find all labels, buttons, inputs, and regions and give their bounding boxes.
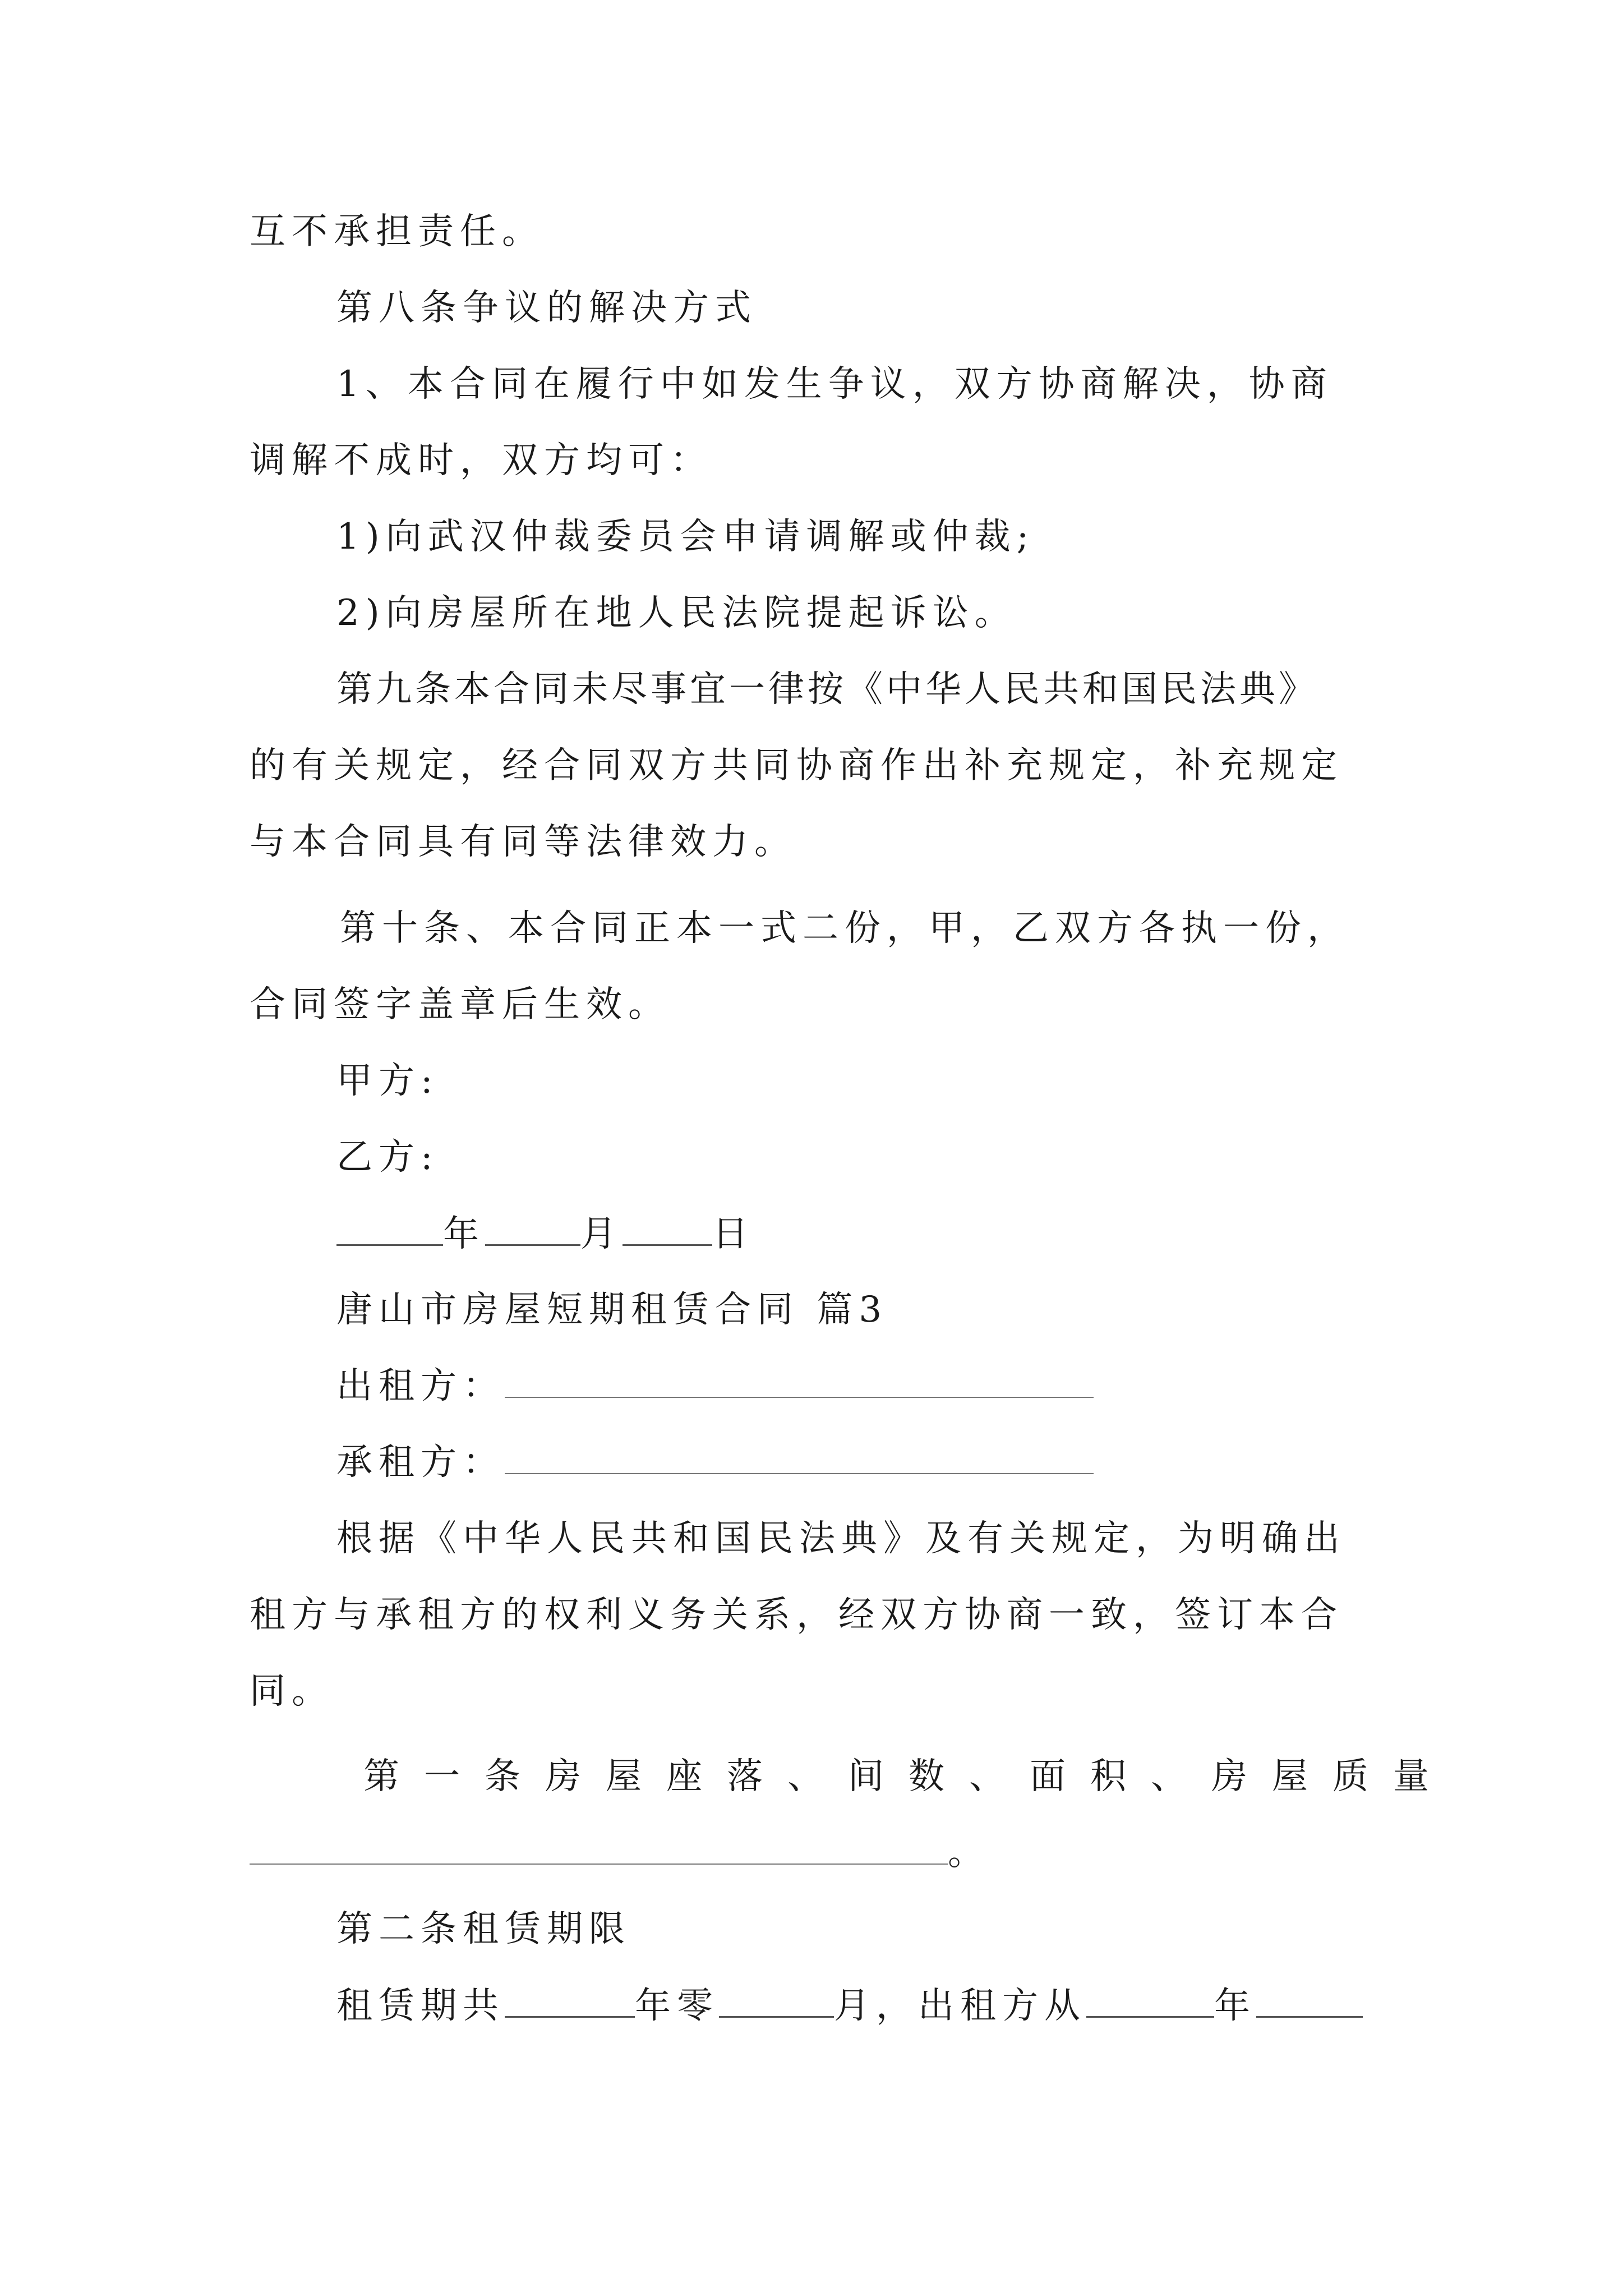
text-line: 2)向房屋所在地人民法院提起诉讼。 — [336, 592, 1017, 634]
lessee-field: 承租方： — [336, 1437, 1094, 1488]
text-line: 租方与承租方的权利义务关系，经双方协商一致，签订本合 — [250, 1594, 1343, 1636]
lessee-blank — [505, 1437, 1094, 1474]
lease-months-blank — [719, 1980, 834, 2018]
party-b-signature: 乙方: — [336, 1137, 439, 1178]
lease-term-line: 租赁期共 年零 月，出租方从 年 — [336, 1980, 1363, 2031]
text-line: 合同签字盖章后生效。 — [250, 984, 670, 1025]
party-a-signature: 甲方: — [336, 1060, 439, 1102]
text-line: 1)向武汉仲裁委员会申请调解或仲裁; — [336, 516, 1035, 558]
article-2-title: 第二条租赁期限 — [336, 1908, 631, 1950]
date-line: 年 月 日 — [336, 1208, 754, 1259]
article-10: 第十条、本合同正本一式二份，甲，乙双方各执一份， — [340, 908, 1349, 949]
text-line: 与本合同具有同等法律效力。 — [250, 821, 796, 863]
lessor-field: 出租方： — [336, 1361, 1094, 1411]
article-9: 第九条本合同未尽事宜一律按《中华人民共和国民法典》 — [336, 669, 1318, 710]
start-month-blank — [1256, 1980, 1363, 2018]
text-line: 1、本合同在履行中如发生争议，双方协商解决，协商 — [336, 364, 1333, 405]
text-line: 同。 — [250, 1671, 334, 1712]
article-8-title: 第八条争议的解决方式 — [336, 287, 757, 329]
text-line: 互不承担责任。 — [250, 211, 544, 252]
lessor-blank — [505, 1361, 1094, 1398]
lease-years-blank — [505, 1980, 635, 2018]
year-blank — [336, 1208, 443, 1246]
article-1-blank — [250, 1828, 948, 1865]
section-title: 唐山市房屋短期租赁合同 篇3 — [336, 1289, 888, 1331]
article-1-blank-line: 。 — [250, 1828, 990, 1878]
start-year-blank — [1086, 1980, 1214, 2018]
month-blank — [485, 1208, 580, 1246]
day-blank — [623, 1208, 712, 1246]
article-1: 第一条房屋座落、间数、面积、房屋质量 — [363, 1756, 1454, 1797]
preamble: 根据《中华人民共和国民法典》及有关规定，为明确出 — [336, 1518, 1346, 1559]
text-line: 调解不成时，双方均可： — [250, 440, 712, 481]
text-line: 的有关规定，经合同双方共同协商作出补充规定，补充规定 — [250, 745, 1343, 786]
